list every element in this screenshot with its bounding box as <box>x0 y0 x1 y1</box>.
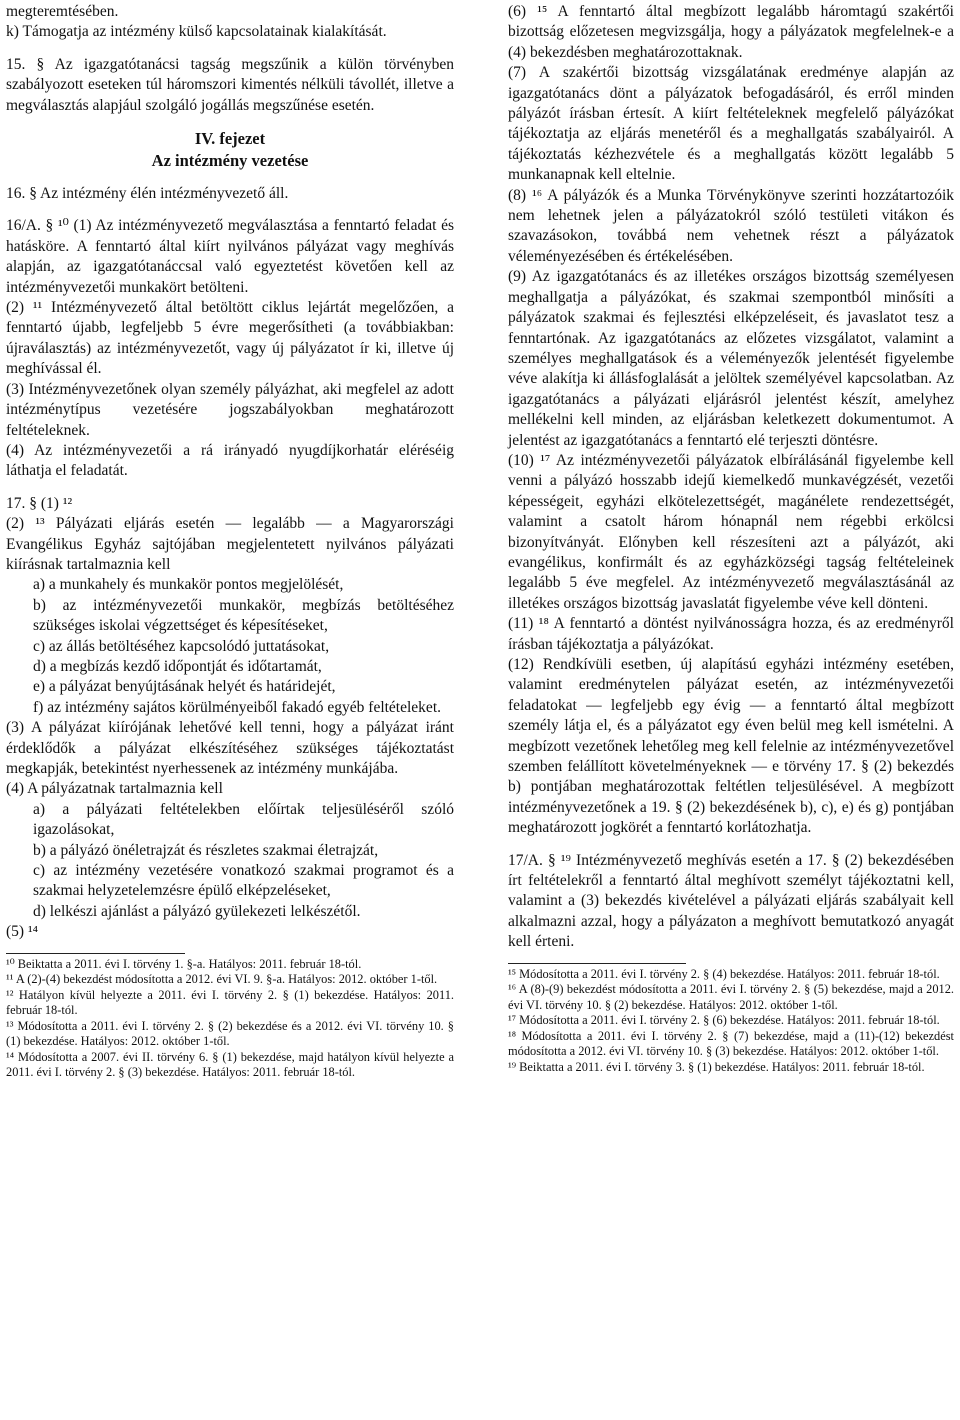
paragraph: (11) ¹⁸ A fenntartó a döntést nyilvánosságra hozza, és az eredményről írásban tájékoztatja a pályázókat. <box>508 615 954 653</box>
paragraph: (4) A pályázatnak tartalmaznia kell <box>6 780 223 798</box>
list-item: d) lelkészi ajánlást a pályázó gyülekezeti lelkészétől. <box>33 902 361 920</box>
section-17: 17. § (1) ¹² <box>6 494 73 512</box>
paragraph: megteremtésében. <box>6 3 119 20</box>
list-item: f) az intézmény sajátos körülményeiből fakadó egyéb feltételeket. <box>33 698 441 716</box>
footnote-divider <box>6 953 185 954</box>
list-item: d) a megbízás kezdő időpontját és időtartamát, <box>33 657 322 675</box>
footnote-divider <box>508 963 686 964</box>
paragraph: k) Támogatja az intézmény külső kapcsolatainak kialakítását. <box>6 23 387 41</box>
right-column <box>508 2 954 1075</box>
paragraph: (8) ¹⁶ A pályázók és a Munka Törvénykönyve szerinti hozzátartozóik nem lehetnek jelen a pályázatokról szóló testületi vitákon és szavazásokon, továbbá nem vehetnek részt a pályázatok véleményezésében és értékelésében. <box>508 186 954 265</box>
paragraph: (2) ¹¹ Intézményvezető által betöltött ciklus lejártát megelőzően, a fenntartó újabb, legfeljebb 5 évre megerősítheti (a továbbiakban: újraválasztás) az intézményvezetőt, vagy új pályázatot ír ki, illetve új meghívással él. <box>6 299 454 378</box>
section-17a: 17/A. § ¹⁹ Intézményvezető meghívás esetén a 17. § (2) bekezdésében írt feltételekről a fenntartó által meghívott személyt tájékoztatni kell, valamint a (3) bekezdés kivételével a pályázati eljárás szabályait kell alkalmazni azzal, hogy a pályázaton a meghívott bemutatkozó anyagát kell érteni. <box>508 851 954 951</box>
chapter-number: IV. fejezet <box>194 129 266 149</box>
footnote: ¹⁵ Módosította a 2011. évi I. törvény 2. § (4) bekezdése. Hatályos: 2011. február 18-tól. <box>508 966 940 981</box>
footnote: ¹³ Módosította a 2011. évi I. törvény 2. § (2) bekezdése és a 2012. évi VI. törvény 10. § (1) bekezdése. Hatályos: 2012. október 1-től. <box>6 1018 454 1049</box>
paragraph: (4) Az intézményvezetői a rá irányadó nyugdíjkorhatár eléréséig láthatja el feladatát. <box>6 441 454 480</box>
paragraph: (7) A szakértői bizottság vizsgálatának eredménye alapján az igazgatótanács dönt a pályázatok befogadásáról, és erről minden pályázót írásban értesít. A kiírt feltételeknek megfelelő pályázókat tájékoztatja az eljárás menetéről és a meghallgatás szabályairól. A tájékoztatás kézhezvétele és a meghallgatás között legalább 5 munkanapnak kell eltelnie. <box>508 64 954 184</box>
paragraph: (9) Az igazgatótanács és az illetékes országos bizottság személyesen meghallgatja a pályázókat, és szakmai szempontból minősíti a pályázatok szakmai és fejlesztési elképzeléseit, és javaslatot tesz a fenntartónak. Az igazgatótanács az előzetes vizsgálatot, valamint a személyes meghallgatások és a véleményezők jelentését figyelembe véve alakítja ki állásfoglalását a jelöltek személyével kapcsolatban. Az igazgatótanács a pályázati eljárásról jelentést készít, amelyhez mellékelni kell minden, az eljárásban keletkezett dokumentumot. A jelentést az igazgatótanács a fenntartó elé terjeszti döntésre. <box>508 268 954 449</box>
chapter-title: Az intézmény vezetése <box>151 151 309 171</box>
paragraph: (6) ¹⁵ A fenntartó által megbízott legalább háromtagú szakértői bizottság előzetesen megvizsgálja, hogy a pályázatok megfelelnek-e a (4) bekezdésben meghatározottaknak. <box>508 3 954 61</box>
footnote: ¹² Hatályon kívül helyezte a 2011. évi I. törvény 2. § (1) bekezdése. Hatályos: 2011. február 18-tól. <box>6 987 454 1018</box>
footnote: ¹¹ A (2)-(4) bekezdést módosította a 2012. évi VI. 9. §-a. Hatályos: 2012. október 1-től. <box>6 972 438 987</box>
section-15: 15. § Az igazgatótanácsi tagság megszűnik a külön törvényben szabályozott eseteken túl háromszori kimentés nélküli távollét, illetve a megválasztás alapjául szolgáló jogállás megszűnése esetén. <box>6 55 454 114</box>
list-item: b) az intézményvezetői munkakör, megbízás betöltéséhez szükséges iskolai végzettséget és képesítéseket, <box>33 596 454 635</box>
list-item: c) az állás betöltéséhez kapcsolódó juttatásokat, <box>33 637 330 655</box>
paragraph: (12) Rendkívüli esetben, új alapítású egyházi intézmény esetében, valamint eredménytelen pályázat esetén, az intézményvezetői feladatokat ― legfeljebb egy évig ― a fenntartó által megbízott személy látja el, és a pályázatot egy éven belül meg kell ismételni. A megbízott vezetőnek lehetőleg meg kell felelnie az intézményvezetővel szemben felállított követelményeknek ― e törvény 17. § (2) bekezdés b) pontjában meghatározottak feltétlen teljesülésével. A megbízott intézményvezetőnek a 19. § (2) bekezdésének b), c), e) és g) pontjában meghatározott jogkörét a fenntartó korlátozhatja. <box>508 656 954 837</box>
paragraph: (3) A pályázat kiírójának lehetővé kell tenni, hogy a pályázat iránt érdeklődők a pályázat elkészítéséhez szükséges tájékoztatást megkapják, betekintést nyerhessenek az intézmény munkájába. <box>6 719 454 777</box>
footnote: ¹⁰ Beiktatta a 2011. évi I. törvény 1. §-a. Hatályos: 2011. február 18-tól. <box>6 956 362 971</box>
section-16a: 16/A. § ¹⁰ (1) Az intézményvezető megválasztása a fenntartó feladat és hatásköre. A fenntartó által kiírt nyilvános pályázat vagy meghívás alapján, az igazgatótanáccsal való egyeztetést követően kell az intézményvezetői munkakört betölteni. <box>6 217 454 296</box>
left-column <box>6 2 454 1081</box>
list-item: e) a pályázat benyújtásának helyét és határidejét, <box>33 678 336 696</box>
footnote: ¹⁸ Módosította a 2011. évi I. törvény 2. § (7) bekezdése, majd a (11)-(12) bekezdést módosította a 2012. évi VI. törvény 10. § (3) bekezdése. Hatályos: 2012. október 1-től. <box>508 1028 954 1059</box>
footnote: ¹⁴ Módosította a 2007. évi II. törvény 6. § (1) bekezdése, majd hatályon kívül helyezte a 2011. évi I. törvény 2. § (3) bekezdése. Hatályos: 2011. február 18-tól. <box>6 1049 454 1080</box>
paragraph: (5) ¹⁴ <box>6 923 38 941</box>
list-item: c) az intézmény vezetésére vonatkozó szakmai programot és a szakmai helyzetelemzésre épülő elképzeléseket, <box>33 862 454 900</box>
paragraph: (2) ¹³ Pályázati eljárás esetén ― legalább ― a Magyarországi Evangélikus Egyház sajtójában megjelentetett nyilvános pályázati kiírásnak tartalmaznia kell <box>6 515 454 573</box>
footnote: ¹⁹ Beiktatta a 2011. évi I. törvény 3. § (1) bekezdése. Hatályos: 2011. február 18-tól. <box>508 1059 925 1074</box>
list-item: a) a munkahely és munkakör pontos megjelölését, <box>33 576 344 594</box>
paragraph: (3) Intézményvezetőnek olyan személy pályázhat, aki megfelel az adott intézménytípus vezetésére jogszabályokban meghatározott feltételeknek. <box>6 380 454 439</box>
list-item: b) a pályázó önéletrajzát és részletes szakmai életrajzát, <box>33 841 379 859</box>
section-16: 16. § Az intézmény élén intézményvezető áll. <box>6 185 289 203</box>
footnote: ¹⁶ A (8)-(9) bekezdést módosította a 2011. évi I. törvény 2. § (5) bekezdése, majd a 2012. évi VI. törvény 10. § (2) bekezdése. Hatályos: 2012. október 1-től. <box>508 982 954 1012</box>
footnote: ¹⁷ Módosította a 2011. évi I. törvény 2. § (6) bekezdése. Hatályos: 2011. február 18-tól. <box>508 1013 940 1028</box>
paragraph: (10) ¹⁷ Az intézményvezetői pályázatok elbírálásánál figyelembe kell venni a pályázó hosszabb idejű kiemelkedő munkavégzését, vezetői képességeit, egyházi elkötelezettségét, magánélete rendezettségét, valamint a csatolt három hónapnál nem régebbi erkölcsi bizonyítványát. Előnyben kell részesíteni azt a pályázót, aki evangélikus, konfirmált és az egyházközségi tagság feltételeinek legalább 5 éve megfelel. Az intézményvezető megválasztásánál az illetékes országos bizottság javaslatát figyelembe véve kell dönteni. <box>508 451 954 612</box>
list-item: a) a pályázati feltételekben előírtak teljesüléséről szóló igazolásokat, <box>33 800 454 839</box>
